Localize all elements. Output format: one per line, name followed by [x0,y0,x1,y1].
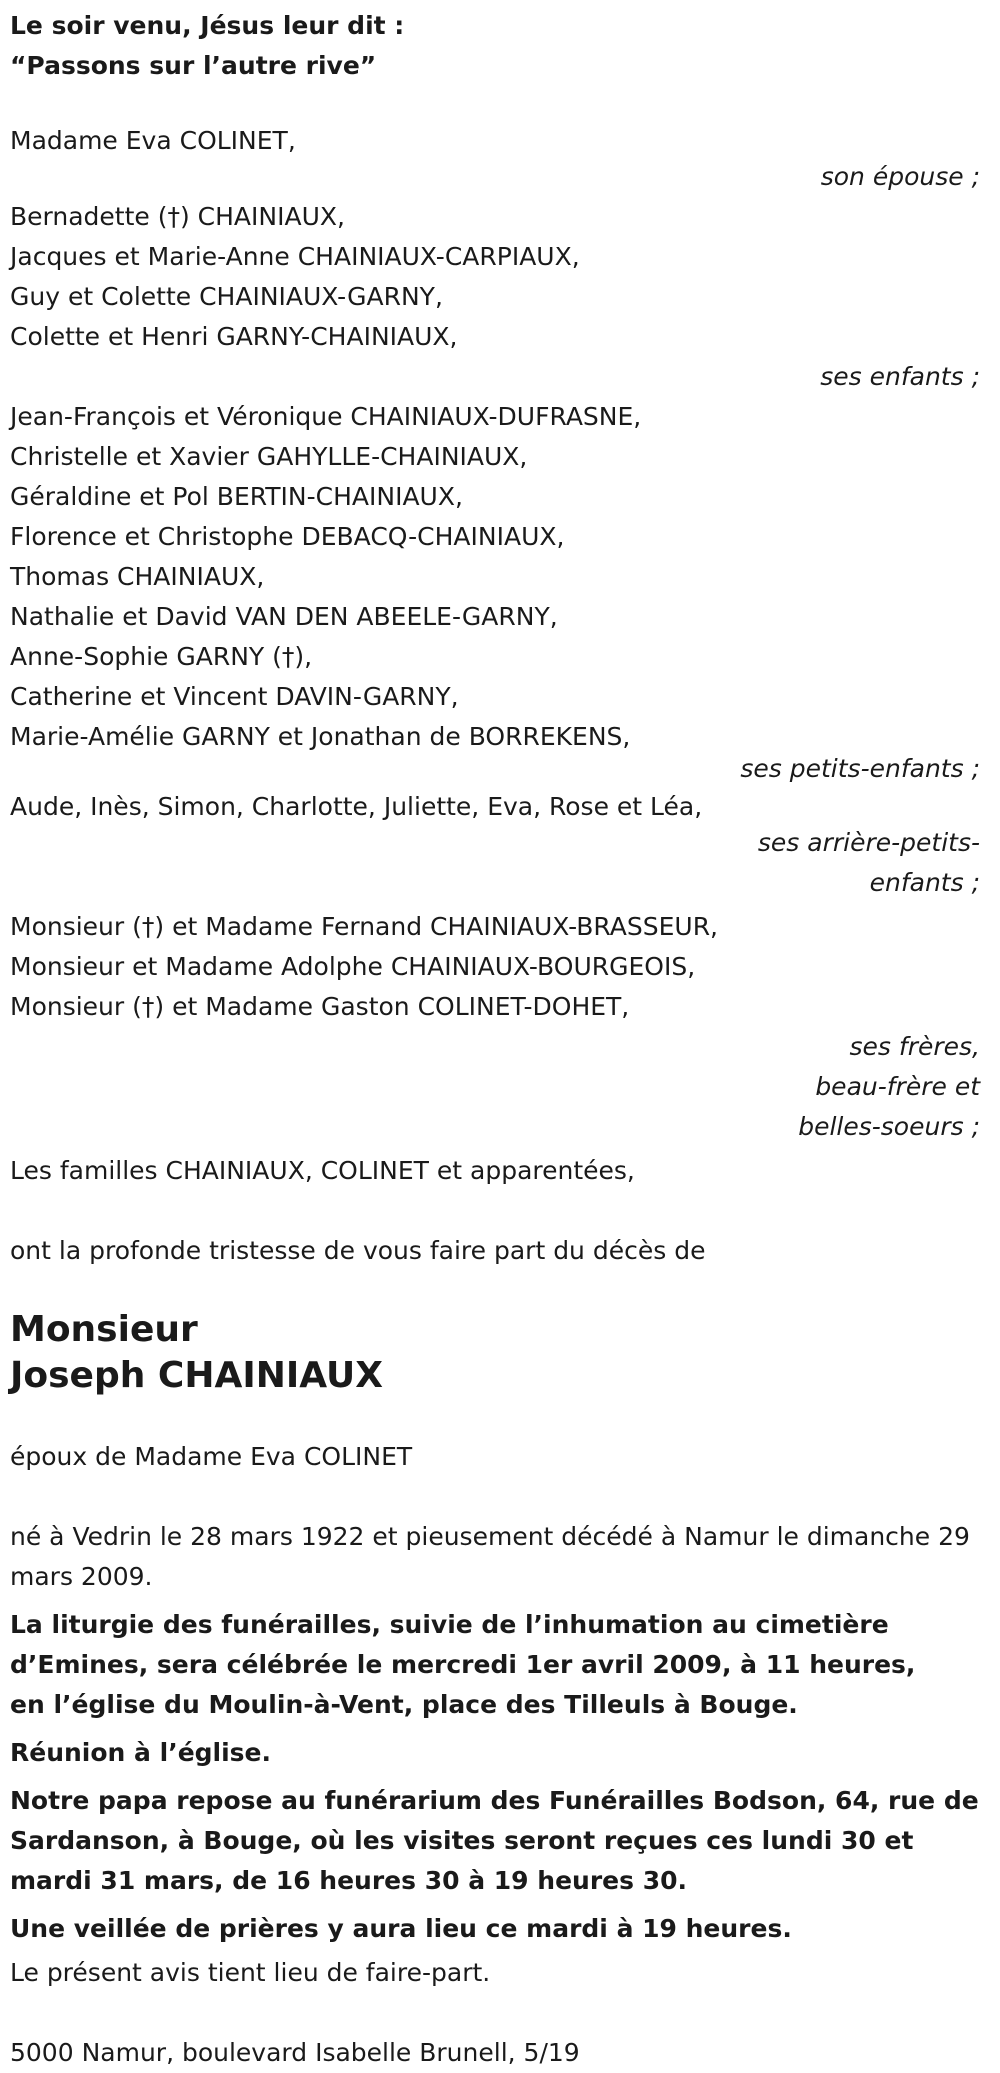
family-name-line: Marie-Amélie GARNY et Jonathan de BORREKENS, [10,722,631,751]
epigraph [10,0,990,86]
siblings-group [10,907,990,1147]
deceased-name-block [10,1307,990,1399]
family-name-line: Florence et Christophe DEBACQ-CHAINIAUX, [10,522,565,551]
relation-label: ses frères, [849,1032,980,1061]
family-name-line: Catherine et Vincent DAVIN-GARNY, [10,682,459,711]
family-name-line: Monsieur (†) et Madame Fernand CHAINIAUX-BRASSEUR, [10,912,719,941]
family-name-line: Monsieur et Madame Adolphe CHAINIAUX-BOURGEOIS, [10,952,696,981]
family-name-line: Nathalie et David VAN DEN ABEELE-GARNY, [10,602,558,631]
spouse-group [10,121,990,197]
family-name-line: Thomas CHAINIAUX, [10,562,265,591]
liturgy-paragraph: La liturgie des funérailles, suivie de l’inhumation au cimetière d’Emines, sera célébrée le mercredi 1er avril 2009, à 11 heures, en l’église du Moulin-à-Vent, place des Tilleuls à Bouge. [10,1610,916,1719]
family-name-line: Géraldine et Pol BERTIN-CHAINIAUX, [10,482,463,511]
notice-line: Le présent avis tient lieu de faire-part. [10,1958,491,1987]
family-name-line: Colette et Henri GARNY-CHAINIAUX, [10,322,458,351]
great-grandchildren-group [10,787,990,903]
family-name-line: Aude, Inès, Simon, Charlotte, Juliette, Eva, Rose et Léa, [10,792,703,821]
relation-label: enfants ; [869,868,980,897]
resting-paragraph: Notre papa repose au funérarium des Funérailles Bodson, 64, rue de Sardanson, à Bouge, où les visites seront reçues ces lundi 30 et mardi 31 mars, de 16 heures 30 à 19 heures 30. [10,1786,979,1895]
family-name-line: Jacques et Marie-Anne CHAINIAUX-CARPIAUX, [10,242,580,271]
announcement-line: ont la profonde tristesse de vous faire part du décès de [10,1236,706,1265]
family-name-line: Bernadette (†) CHAINIAUX, [10,202,345,231]
relation-label: belles-soeurs ; [798,1112,980,1141]
spouse-of-line: époux de Madame Eva COLINET [10,1442,413,1471]
family-name-line: Monsieur (†) et Madame Gaston COLINET-DOHET, [10,992,630,1021]
family-name-line: Christelle et Xavier GAHYLLE-CHAINIAUX, [10,442,528,471]
vigil-line: Une veillée de prières y aura lieu ce mardi à 19 heures. [10,1914,792,1943]
relation-label: son épouse ; [820,162,980,191]
family-name-line: Jean-François et Véronique CHAINIAUX-DUFRASNE, [10,402,642,431]
epigraph-line-1: Le soir venu, Jésus leur dit : [10,11,405,40]
family-name-line: Madame Eva COLINET, [10,126,296,155]
family-name-line: Guy et Colette CHAINIAUX-GARNY, [10,282,443,311]
children-group [10,197,990,397]
relation-label: ses arrière-petits- [757,828,980,857]
birth-death-paragraph: né à Vedrin le 28 mars 1922 et pieusement décédé à Namur le dimanche 29 mars 2009. [10,1522,970,1591]
epigraph-line-2: “Passons sur l’autre rive” [10,51,377,80]
relation-label: ses petits-enfants ; [740,754,980,783]
address-line: 5000 Namur, boulevard Isabelle Brunell, 5/19 [10,2038,580,2067]
meeting-line: Réunion à l’église. [10,1738,272,1767]
grandchildren-group [10,397,990,789]
deceased-title: Monsieur [10,1309,198,1350]
family-name-line: Anne-Sophie GARNY (†), [10,642,313,671]
relation-label: beau-frère et [815,1072,980,1101]
relation-label: ses enfants ; [820,362,980,391]
families-line: Les familles CHAINIAUX, COLINET et apparentées, [10,1156,635,1185]
deceased-name: Joseph CHAINIAUX [10,1355,383,1396]
